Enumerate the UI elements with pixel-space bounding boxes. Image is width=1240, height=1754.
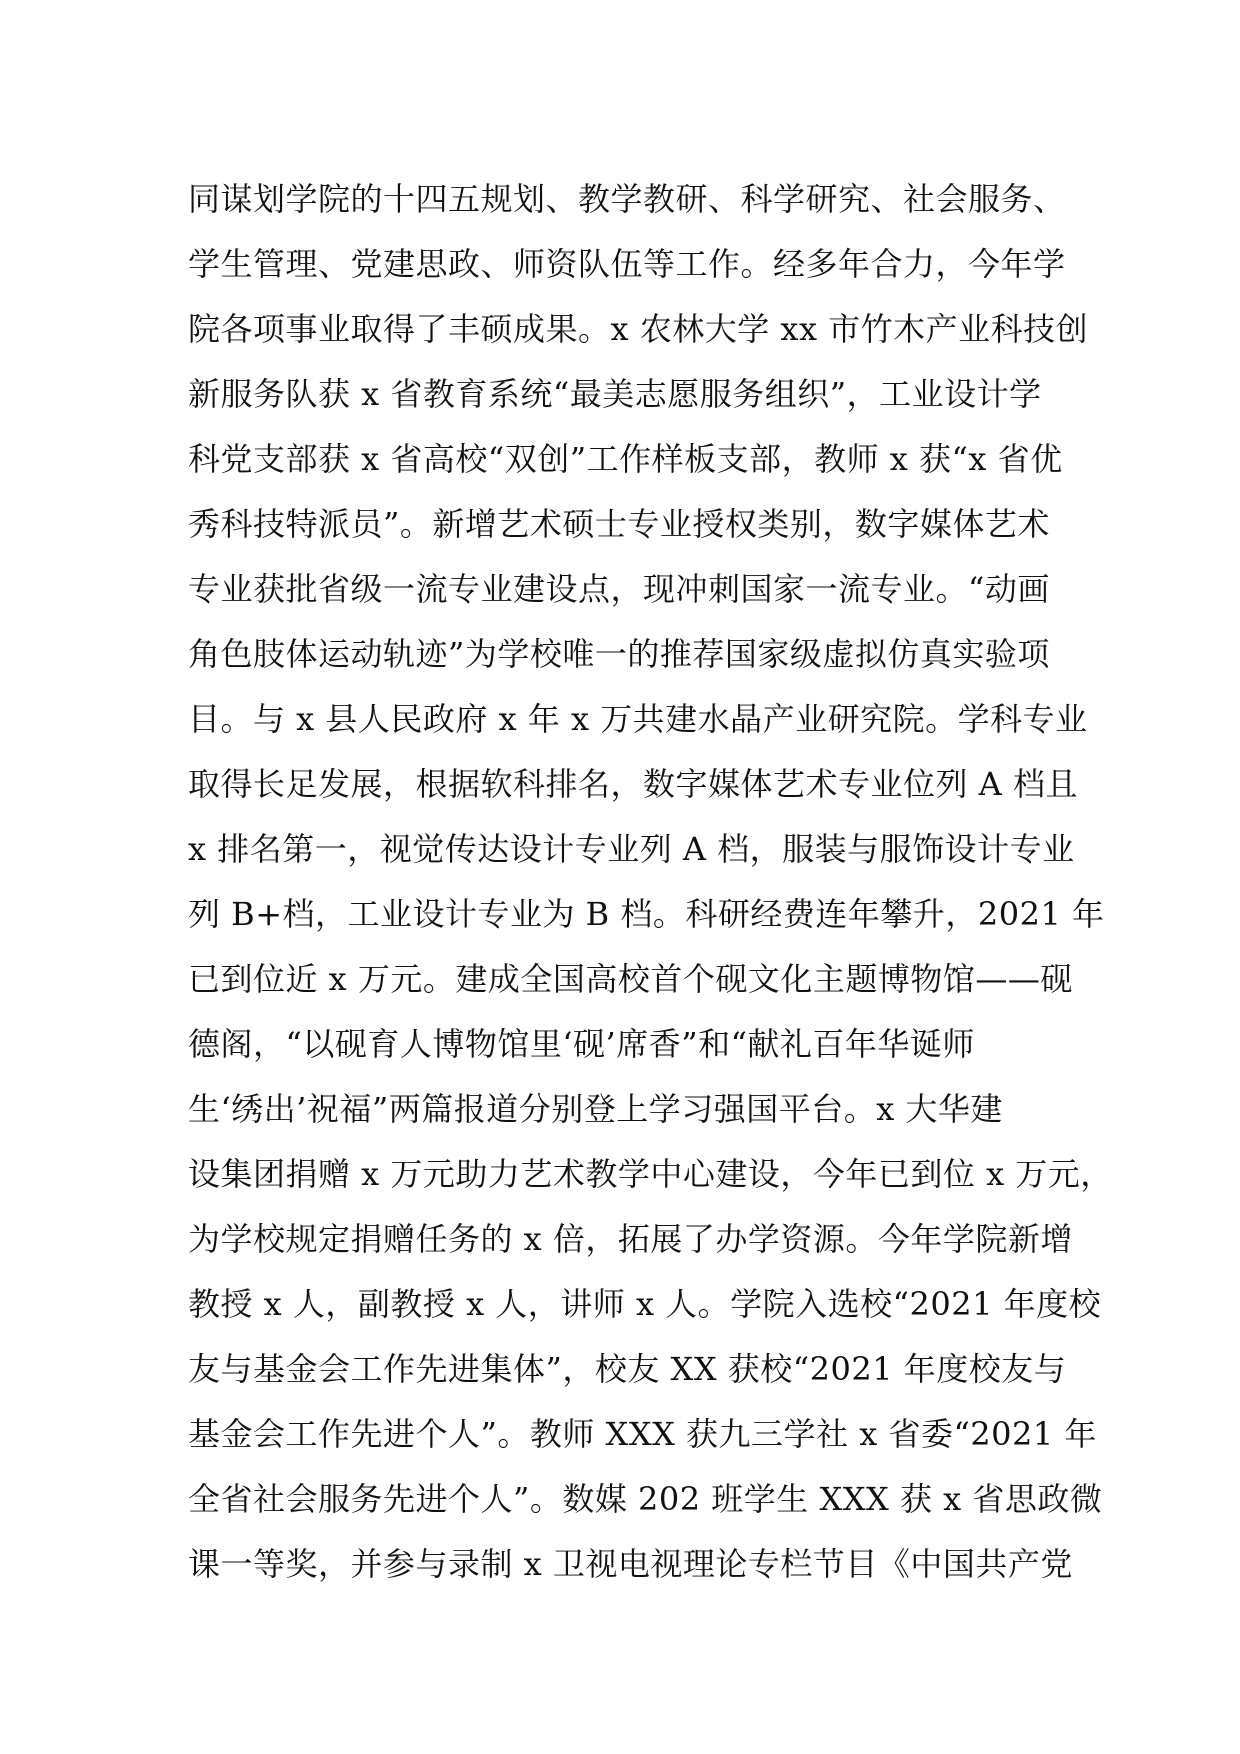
text-line: 基金会工作先进个人”。教师 XXX 获九三学社 x 省委“2021 年 — [188, 1415, 1097, 1453]
text-line: 友与基金会工作先进集体”，校友 XX 获校“2021 年度校友与 — [188, 1350, 1067, 1388]
text-line: 学生管理、党建思政、师资队伍等工作。经多年合力，今年学 — [188, 245, 1066, 283]
text-line: 角色肢体运动轨迹”为学校唯一的推荐国家级虚拟仿真实验项 — [188, 635, 1050, 673]
text-line: 课一等奖，并参与录制 x 卫视电视理论专栏节目《中国共产党 — [188, 1545, 1073, 1583]
text-line: 目。与 x 县人民政府 x 年 x 万共建水晶产业研究院。学科专业 — [188, 700, 1088, 738]
text-line: 取得长足发展，根据软科排名，数字媒体艺术专业位列 A 档且 — [188, 765, 1078, 803]
text-line: x 排名第一，视觉传达设计专业列 A 档，服装与服饰设计专业 — [188, 830, 1075, 868]
text-line: 秀科技特派员”。新增艺术硕士专业授权类别，数字媒体艺术 — [188, 505, 1050, 543]
text-line: 新服务队获 x 省教育系统“最美志愿服务组织”，工业设计学 — [188, 375, 1042, 413]
text-line: 全省社会服务先进个人”。数媒 202 班学生 XXX 获 x 省思政微 — [188, 1480, 1103, 1518]
text-line: 列 B+档，工业设计专业为 B 档。科研经费连年攀升，2021 年 — [188, 895, 1105, 933]
text-line: 生‘绣出’祝福”两篇报道分别登上学习强国平台。x 大华建 — [188, 1090, 1003, 1128]
text-line: 设集团捐赠 x 万元助力艺术教学中心建设，今年已到位 x 万元， — [188, 1155, 1113, 1193]
text-line: 德阁，“以砚育人博物馆里‘砚’席香”和“献礼百年华诞师 — [188, 1025, 975, 1063]
text-line: 院各项事业取得了丰硕成果。x 农林大学 xx 市竹木产业科技创 — [188, 310, 1089, 348]
text-line: 教授 x 人，副教授 x 人，讲师 x 人。学院入选校“2021 年度校 — [188, 1285, 1102, 1323]
text-line: 专业获批省级一流专业建设点，现冲刺国家一流专业。“动画 — [188, 570, 1050, 608]
text-line: 同谋划学院的十四五规划、教学教研、科学研究、社会服务、 — [188, 180, 1066, 218]
body-paragraph — [188, 167, 1113, 1597]
text-line: 为学校规定捐赠任务的 x 倍，拓展了办学资源。今年学院新增 — [188, 1220, 1073, 1258]
text-line: 已到位近 x 万元。建成全国高校首个砚文化主题博物馆——砚 — [188, 960, 1073, 998]
text-line: 科党支部获 x 省高校“双创”工作样板支部，教师 x 获“x 省优 — [188, 440, 1063, 478]
